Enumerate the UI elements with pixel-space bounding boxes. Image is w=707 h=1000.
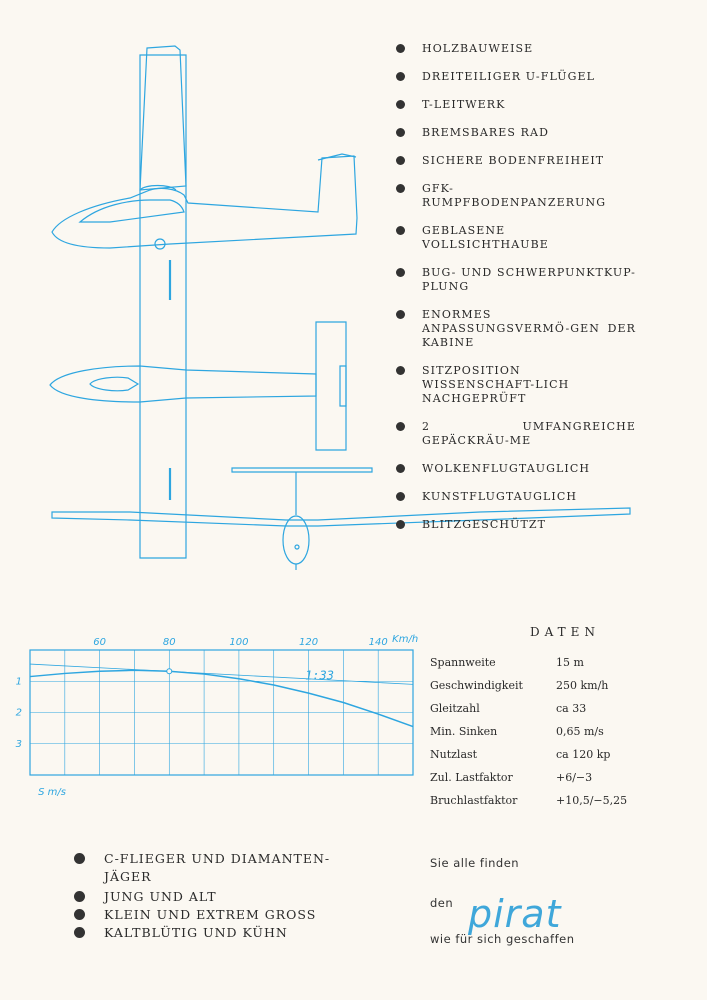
slogan-line-1: Sie alle finden bbox=[430, 856, 520, 870]
chart-y-tick-label: 1 bbox=[15, 676, 22, 688]
daten-row bbox=[430, 674, 650, 697]
feature-item: BREMSBARES RAD bbox=[396, 126, 636, 140]
bullet-icon bbox=[396, 268, 405, 277]
bullet-icon bbox=[396, 184, 405, 193]
bullet-icon bbox=[74, 853, 85, 864]
audience-item: C-FLIEGER UND DIAMANTEN-JÄGER bbox=[74, 850, 354, 886]
daten-row bbox=[430, 651, 650, 674]
feature-item: KUNSTFLUGTAUGLICH bbox=[396, 490, 636, 504]
bullet-icon bbox=[396, 366, 405, 375]
slogan-line-2 bbox=[430, 892, 562, 936]
chart-annotation-label: 1:33 bbox=[305, 668, 334, 683]
feature-item: SICHERE BODENFREIHEIT bbox=[396, 154, 636, 168]
feature-item: SITZPOSITION WISSENSCHAFT-LICH NACHGEPRÜFT bbox=[396, 364, 636, 406]
feature-item: GFK-RUMPFBODENPANZERUNG bbox=[396, 182, 636, 210]
feature-item: GEBLASENE VOLLSICHTHAUBE bbox=[396, 224, 636, 252]
chart-y-tick-label: 3 bbox=[15, 738, 22, 750]
daten-value: +10,5/−5,25 bbox=[556, 794, 628, 807]
daten-row bbox=[430, 743, 650, 766]
daten-value: ca 120 kp bbox=[556, 748, 611, 761]
polar-chart bbox=[0, 630, 420, 800]
bullet-icon bbox=[74, 927, 85, 938]
chart-tangent-point bbox=[167, 669, 172, 674]
feature-item: ENORMES ANPASSUNGSVERMÖ-GEN DER KABINE bbox=[396, 308, 636, 350]
daten-value: 250 km/h bbox=[556, 679, 609, 692]
bullet-icon bbox=[74, 909, 85, 920]
bullet-icon bbox=[396, 44, 405, 53]
feature-item: BLITZGESCHÜTZT bbox=[396, 518, 636, 532]
daten-row bbox=[430, 789, 650, 812]
audience-item: JUNG UND ALT bbox=[74, 888, 354, 906]
daten-label: Zul. Lastfaktor bbox=[430, 771, 513, 784]
glider-side-view bbox=[52, 154, 357, 249]
daten-label: Geschwindigkeit bbox=[430, 679, 523, 692]
chart-x-tick-label: 120 bbox=[298, 637, 319, 648]
daten-label: Bruchlastfaktor bbox=[430, 794, 518, 807]
chart-x-tick-label: 100 bbox=[229, 637, 249, 648]
daten-row bbox=[430, 720, 650, 743]
chart-x-axis-label: Km/h bbox=[392, 634, 419, 645]
chart-x-tick-label: 60 bbox=[93, 637, 107, 648]
feature-item: BUG- UND SCHWERPUNKTKUP-PLUNG bbox=[396, 266, 636, 294]
bullet-icon bbox=[396, 156, 405, 165]
daten-title: DATEN bbox=[530, 625, 600, 639]
feature-item: HOLZBAUWEISE bbox=[396, 42, 636, 56]
daten-row bbox=[430, 766, 650, 789]
bullet-icon bbox=[74, 891, 85, 902]
glider-top-view bbox=[50, 46, 346, 558]
daten-label: Nutzlast bbox=[430, 748, 478, 761]
daten-label: Min. Sinken bbox=[430, 725, 498, 738]
chart-y-tick-label: 2 bbox=[15, 707, 22, 719]
audience-item: KLEIN UND EXTREM GROSS bbox=[74, 906, 354, 924]
feature-list bbox=[396, 42, 636, 532]
daten-row bbox=[430, 697, 650, 720]
chart-y-axis-label: S m/s bbox=[38, 787, 66, 798]
daten-label: Gleitzahl bbox=[430, 702, 480, 715]
slogan-den: den bbox=[430, 896, 454, 910]
bullet-icon bbox=[396, 520, 405, 529]
bullet-icon bbox=[396, 226, 405, 235]
feature-item: DREITEILIGER U-FLÜGEL bbox=[396, 70, 636, 84]
bullet-icon bbox=[396, 128, 405, 137]
daten-value: ca 33 bbox=[556, 702, 587, 715]
pirat-logo-script: pirat bbox=[468, 892, 562, 936]
slogan-line-3: wie für sich geschaffen bbox=[430, 932, 575, 946]
audience-list bbox=[74, 850, 354, 942]
feature-item: T-LEITWERK bbox=[396, 98, 636, 112]
daten-value: 0,65 m/s bbox=[556, 725, 604, 738]
feature-item: WOLKENFLUGTAUGLICH bbox=[396, 462, 636, 476]
chart-series-polar-line bbox=[30, 670, 413, 726]
bullet-icon bbox=[396, 72, 405, 81]
daten-value: 15 m bbox=[556, 656, 584, 669]
chart-x-tick-label: 140 bbox=[368, 637, 388, 648]
bullet-icon bbox=[396, 464, 405, 473]
daten-table bbox=[430, 625, 650, 812]
chart-x-tick-label: 80 bbox=[162, 637, 176, 648]
bullet-icon bbox=[396, 492, 405, 501]
daten-value: +6/−3 bbox=[556, 771, 593, 784]
daten-label: Spannweite bbox=[430, 656, 496, 669]
bullet-icon bbox=[396, 310, 405, 319]
audience-item: KALTBLÜTIG UND KÜHN bbox=[74, 924, 354, 942]
bullet-icon bbox=[396, 422, 405, 431]
bullet-icon bbox=[396, 100, 405, 109]
feature-item: 2 UMFANGREICHE GEPÄCKRÄU-ME bbox=[396, 420, 636, 448]
